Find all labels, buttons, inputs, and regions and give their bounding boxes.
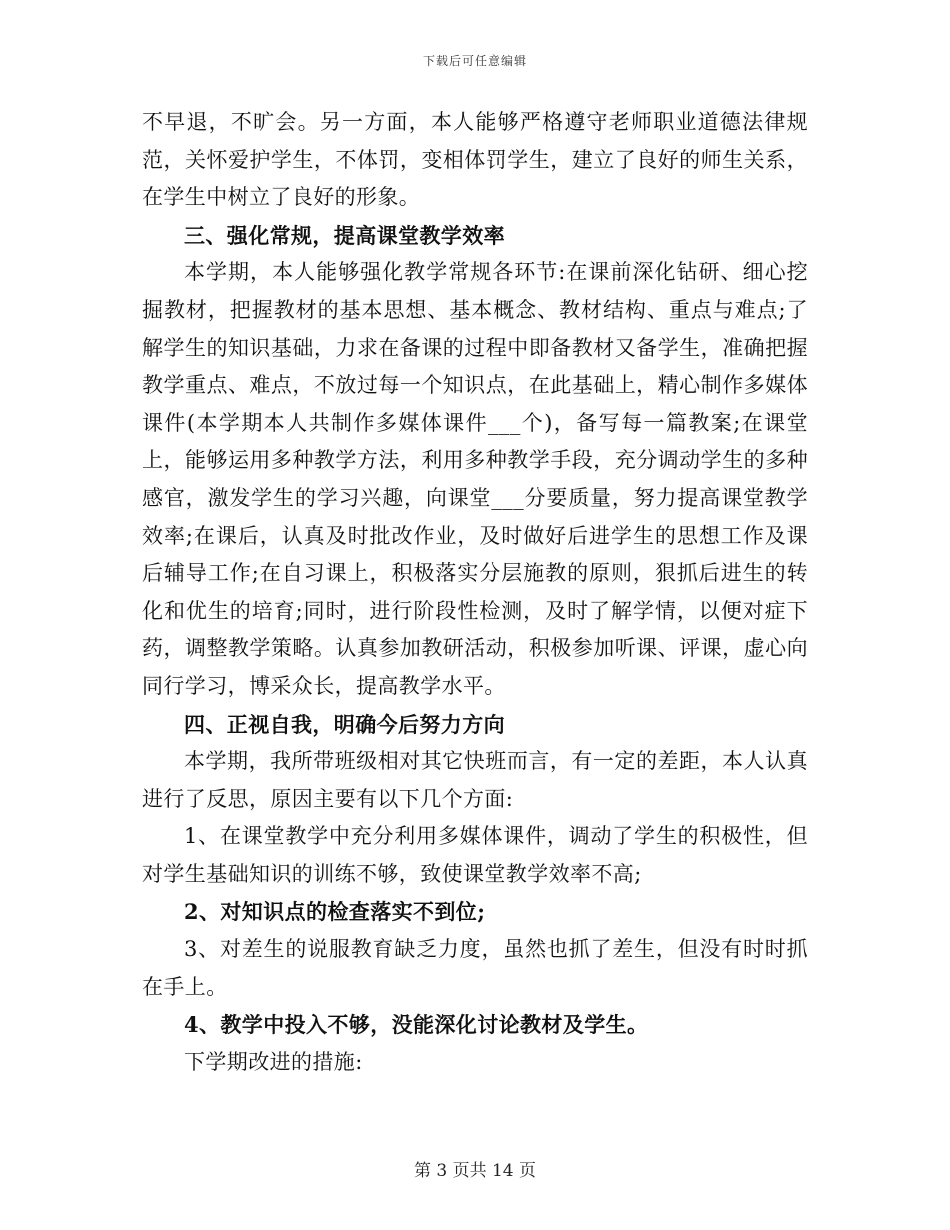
list-item-1: 1、在课堂教学中充分利用多媒体课件，调动了学生的积极性，但对学生基础知识的训练不够，致使课堂教学效率不高; [142, 824, 808, 886]
paragraph-improvement-measures: 下学期改进的措施: [184, 1049, 363, 1074]
heading-section-three: 三、强化常规，提高课堂教学效率 [184, 222, 505, 248]
list-item-4: 4、教学中投入不够，没能深化讨论教材及学生。 [184, 1012, 649, 1038]
page-header: 下载后可任意编辑 [422, 54, 527, 68]
document-body [142, 104, 808, 1081]
list-item-2: 2、对知识点的检查落实不到位; [184, 899, 486, 925]
page-footer: 第 3 页共 14 页 [413, 1161, 537, 1181]
paragraph-teaching-routine: 本学期，本人能够强化教学常规各环节:在课前深化钻研、细心挖掘教材，把握教材的基本思想、基本概念、教材结构、重点与难点;了解学生的知识基础，力求在备课的过程中即备教材又备学生，准确把握教学重点、难点，不放过每一个知识点，在此基础上，精心制作多媒体课件(本学期本人共制作多媒体课件___个)，备写每一篇教案;在课堂上，能够运用多种教学方法，利用多种教学手段，充分调动学生的多种感官，激发学生的学习兴趣，向课堂___分要质量，努力提高课堂教学效率;在课后，认真及时批改作业，及时做好后进学生的思想工作及课后辅导工作;在自习课上，积极落实分层施教的原则，狠抓后进生的转化和优生的培育;同时，进行阶段性检测，及时了解学情，以便对症下药，调整教学策略。认真参加教研活动，积极参加听课、评课，虚心向同行学习，博采众长，提高教学水平。 [142, 260, 808, 698]
heading-section-four: 四、正视自我，明确今后努力方向 [184, 711, 505, 737]
list-item-3: 3、对差生的说服教育缺乏力度，虽然也抓了差生，但没有时时抓在手上。 [142, 937, 808, 999]
paragraph-reflection: 本学期，我所带班级相对其它快班而言，有一定的差距，本人认真进行了反思，原因主要有以下几个方面: [142, 749, 808, 811]
paragraph-attendance: 不早退，不旷会。另一方面，本人能够严格遵守老师职业道德法律规范，关怀爱护学生，不体罚，变相体罚学生，建立了良好的师生关系，在学生中树立了良好的形象。 [142, 110, 808, 210]
